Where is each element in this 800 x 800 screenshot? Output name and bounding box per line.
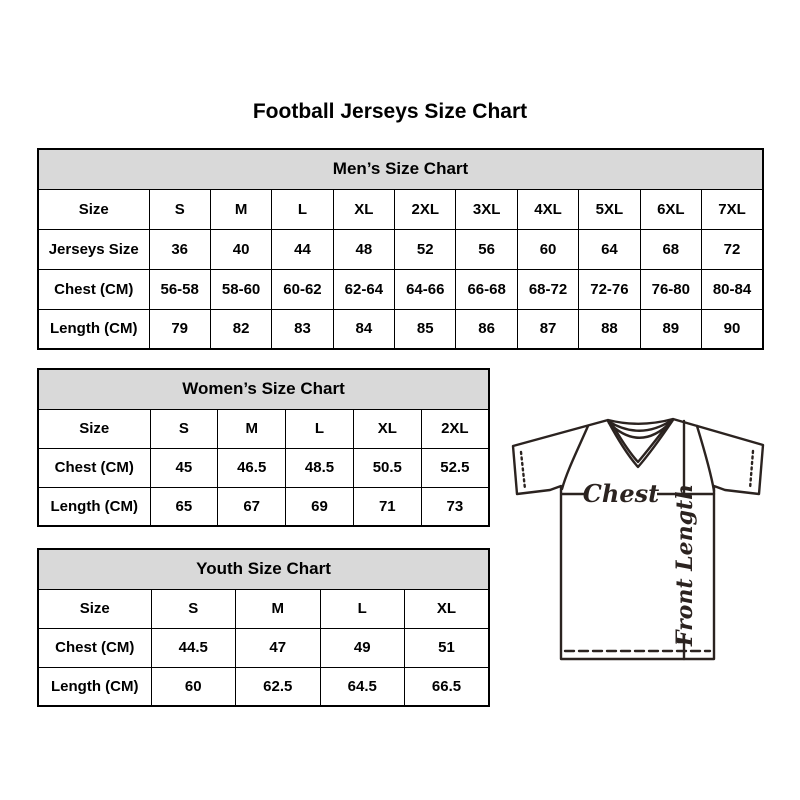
data-cell: 66-68 [456, 269, 517, 309]
data-cell: 56-58 [149, 269, 210, 309]
table-row [38, 589, 489, 628]
data-cell: 40 [210, 229, 271, 269]
data-cell: 87 [517, 309, 578, 349]
col-header-cell: XL [353, 409, 421, 448]
data-cell: 66.5 [405, 667, 490, 706]
table-row [38, 409, 489, 448]
data-cell: 62.5 [236, 667, 321, 706]
data-cell: 83 [272, 309, 333, 349]
data-cell: 76-80 [640, 269, 701, 309]
data-cell: 86 [456, 309, 517, 349]
col-header-cell: L [272, 189, 333, 229]
youth-size-table [37, 548, 490, 707]
table-row [38, 189, 763, 229]
col-header-cell: 4XL [517, 189, 578, 229]
col-header-cell: S [151, 589, 236, 628]
left-sleeve-stitch-line [521, 452, 525, 489]
col-header-cell: XL [333, 189, 394, 229]
womens-size-table [37, 368, 490, 527]
data-cell: 73 [421, 487, 489, 526]
data-cell: 36 [149, 229, 210, 269]
row-header-cell: Size [38, 189, 149, 229]
row-header-cell: Length (CM) [38, 309, 149, 349]
col-header-cell: 5XL [579, 189, 640, 229]
col-header-cell: 3XL [456, 189, 517, 229]
col-header-cell: S [149, 189, 210, 229]
col-header-cell: 2XL [421, 409, 489, 448]
table-row [38, 487, 489, 526]
data-cell: 45 [150, 448, 218, 487]
table-row [38, 628, 489, 667]
youth-band-row [38, 549, 489, 589]
row-header-cell: Length (CM) [38, 487, 150, 526]
col-header-cell: M [236, 589, 321, 628]
mens-table-title: Men’s Size Chart [38, 149, 763, 189]
front-length-label: Front Length [672, 483, 698, 647]
data-cell: 64.5 [320, 667, 405, 706]
col-header-cell: 2XL [395, 189, 456, 229]
row-header-cell: Chest (CM) [38, 628, 151, 667]
data-cell: 48 [333, 229, 394, 269]
data-cell: 82 [210, 309, 271, 349]
data-cell: 80-84 [702, 269, 763, 309]
data-cell: 49 [320, 628, 405, 667]
row-header-cell: Size [38, 589, 151, 628]
col-header-cell: L [320, 589, 405, 628]
data-cell: 52.5 [421, 448, 489, 487]
col-header-cell: L [286, 409, 354, 448]
data-cell: 69 [286, 487, 354, 526]
table-row [38, 269, 763, 309]
data-cell: 71 [353, 487, 421, 526]
row-header-cell: Chest (CM) [38, 448, 150, 487]
womens-band-row [38, 369, 489, 409]
data-cell: 64 [579, 229, 640, 269]
right-armhole-seam [697, 426, 714, 491]
table-row [38, 229, 763, 269]
data-cell: 58-60 [210, 269, 271, 309]
data-cell: 65 [150, 487, 218, 526]
data-cell: 84 [333, 309, 394, 349]
data-cell: 67 [218, 487, 286, 526]
row-header-cell: Length (CM) [38, 667, 151, 706]
data-cell: 62-64 [333, 269, 394, 309]
col-header-cell: 7XL [702, 189, 763, 229]
data-cell: 85 [395, 309, 456, 349]
page-title: Football Jerseys Size Chart [252, 100, 528, 123]
data-cell: 48.5 [286, 448, 354, 487]
chest-label: Chest [582, 479, 660, 508]
row-header-cell: Chest (CM) [38, 269, 149, 309]
data-cell: 79 [149, 309, 210, 349]
data-cell: 44.5 [151, 628, 236, 667]
youth-table-title: Youth Size Chart [38, 549, 489, 589]
data-cell: 46.5 [218, 448, 286, 487]
data-cell: 88 [579, 309, 640, 349]
table-row [38, 667, 489, 706]
data-cell: 89 [640, 309, 701, 349]
row-header-cell: Size [38, 409, 150, 448]
data-cell: 56 [456, 229, 517, 269]
data-cell: 72 [702, 229, 763, 269]
data-cell: 68-72 [517, 269, 578, 309]
mens-band-row [38, 149, 763, 189]
data-cell: 47 [236, 628, 321, 667]
col-header-cell: S [150, 409, 218, 448]
data-cell: 44 [272, 229, 333, 269]
col-header-cell: 6XL [640, 189, 701, 229]
table-row [38, 309, 763, 349]
col-header-cell: XL [405, 589, 490, 628]
data-cell: 60 [151, 667, 236, 706]
data-cell: 72-76 [579, 269, 640, 309]
jersey-measurement-diagram [508, 413, 768, 663]
data-cell: 68 [640, 229, 701, 269]
data-cell: 51 [405, 628, 490, 667]
col-header-cell: M [218, 409, 286, 448]
data-cell: 52 [395, 229, 456, 269]
row-header-cell: Jerseys Size [38, 229, 149, 269]
mens-size-table [37, 148, 764, 350]
table-row [38, 448, 489, 487]
col-header-cell: M [210, 189, 271, 229]
jersey-outline-shape [513, 419, 763, 659]
right-sleeve-stitch-line [750, 451, 753, 489]
data-cell: 60-62 [272, 269, 333, 309]
data-cell: 50.5 [353, 448, 421, 487]
womens-table-title: Women’s Size Chart [38, 369, 489, 409]
data-cell: 64-66 [395, 269, 456, 309]
data-cell: 90 [702, 309, 763, 349]
data-cell: 60 [517, 229, 578, 269]
